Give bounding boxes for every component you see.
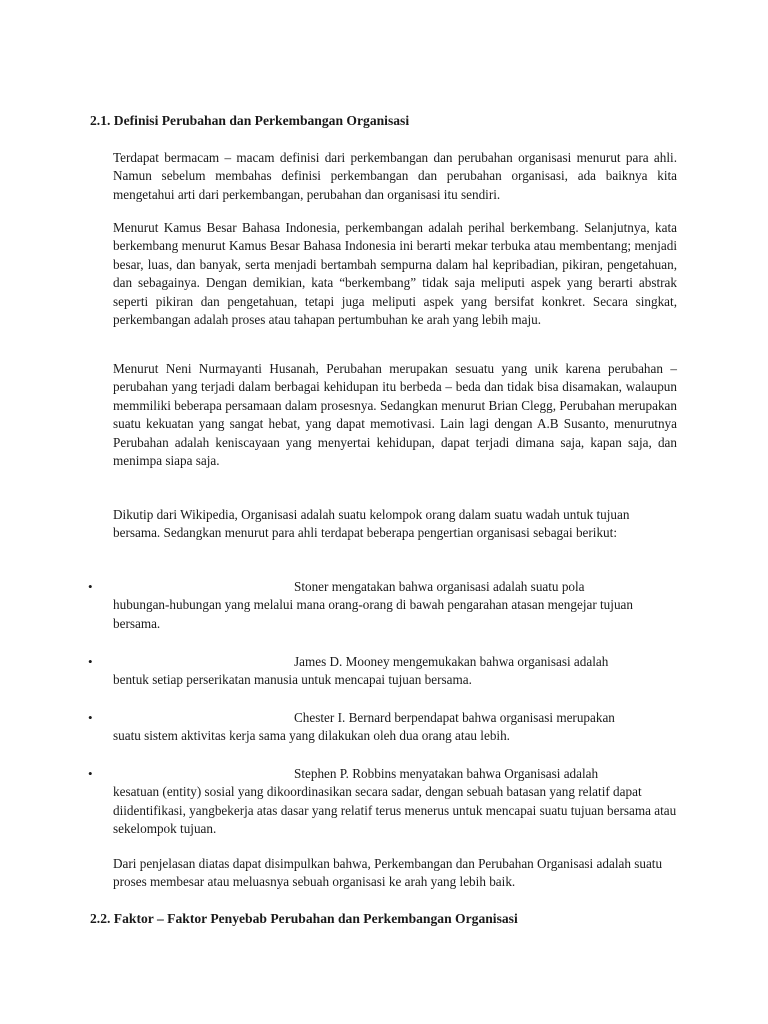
list-item-lead: Stephen P. Robbins menyatakan bahwa Organisasi adalah xyxy=(294,766,599,781)
bullet-marker: • xyxy=(88,579,93,594)
bullet-marker: • xyxy=(88,766,93,781)
section-heading-2-1: 2.1. Definisi Perubahan dan Perkembangan Organisasi xyxy=(90,113,410,128)
list-item-text: bentuk setiap perserikatan manusia untuk mencapai tujuan bersama. xyxy=(113,672,472,688)
list-item-robbins xyxy=(113,765,677,839)
paragraph-perubahan-definition: Menurut Neni Nurmayanti Husanah, Perubahan merupakan sesuatu yang unik karena perubahan – perubahan yang terjadi dalam berbagai kehidupan itu berbeda – beda dan tidak bisa disamakan, walaupun memmiliki beberapa persamaan dalam prosesnya. Sedangkan menurut Brian Clegg, Perubahan merupakan suatu kekuatan yang sangat hebat, yang dapat memotivasi. Lain lagi dengan A.B Susanto, menurutnya Perubahan adalah keniscayaan yang menyertai kehidupan, dapat terjadi dimana saja, kapan saja, dan menimpa siapa saja. xyxy=(113,361,677,469)
paragraph-organisasi-intro: Dikutip dari Wikipedia, Organisasi adalah suatu kelompok orang dalam suatu wadah untuk tujuan bersama. Sedangkan menurut para ahli terdapat beberapa pengertian organisasi sebagai berikut: xyxy=(113,507,630,541)
list-item-mooney xyxy=(113,653,677,690)
list-item-lead: James D. Mooney mengemukakan bahwa organisasi adalah xyxy=(294,654,609,669)
paragraph-kbbi-definition: Menurut Kamus Besar Bahasa Indonesia, perkembangan adalah perihal berkembang. Selanjutnya, kata berkembang menurut Kamus Besar Bahasa Indonesia ini berarti mekar terbuka atau membentang; menjadi besar, luas, dan banyak, serta menjadi bertambah sempurna dalam hal kepribadian, pikiran, pengetahuan, dan sebagainya. Dengan demikian, kata “berkembang” tidak saja meliputi aspek yang berarti abstrak seperti pikiran dan pengetahuan, tetapi juga meliputi aspek yang bersifat konkret. Secara singkat, perkembangan adalah proses atau tahapan pertumbuhan ke arah yang lebih maju. xyxy=(113,220,677,328)
paragraph-conclusion: Dari penjelasan diatas dapat disimpulkan bahwa, Perkembangan dan Perubahan Organisasi adalah suatu proses membesar atau meluasnya sebuah organisasi ke arah yang lebih baik. xyxy=(113,856,663,890)
list-item-text: suatu sistem aktivitas kerja sama yang dilakukan oleh dua orang atau lebih. xyxy=(113,728,510,744)
list-item-lead: Chester I. Bernard berpendapat bahwa organisasi merupakan xyxy=(294,710,615,725)
list-item-lead: Stoner mengatakan bahwa organisasi adalah suatu pola xyxy=(294,579,585,594)
list-item-bernard xyxy=(113,709,677,746)
section-heading-2-2: 2.2. Faktor – Faktor Penyebab Perubahan dan Perkembangan Organisasi xyxy=(90,911,518,926)
paragraph-intro: Terdapat bermacam – macam definisi dari perkembangan dan perubahan organisasi menurut para ahli. Namun sebelum membahas definisi perkembangan dan perubahan organisasi, ada baiknya kita mengetahui arti dari perkembangan, perubahan dan organisasi itu sendiri. xyxy=(113,150,677,202)
bullet-marker: • xyxy=(88,654,93,669)
list-item-text: hubungan-hubungan yang melalui mana orang-orang di bawah pengarahan atasan mengejar tujuan bersama. xyxy=(113,597,633,631)
list-item-text: kesatuan (entity) sosial yang dikoordinasikan secara sadar, dengan sebuah batasan yang relatif dapat diidentifikasi, yangbekerja atas dasar yang relatif terus menerus untuk mencapai suatu tujuan bersama atau sekelompok tujuan. xyxy=(113,784,677,837)
list-item-stoner xyxy=(113,578,677,633)
bullet-marker: • xyxy=(88,710,93,725)
